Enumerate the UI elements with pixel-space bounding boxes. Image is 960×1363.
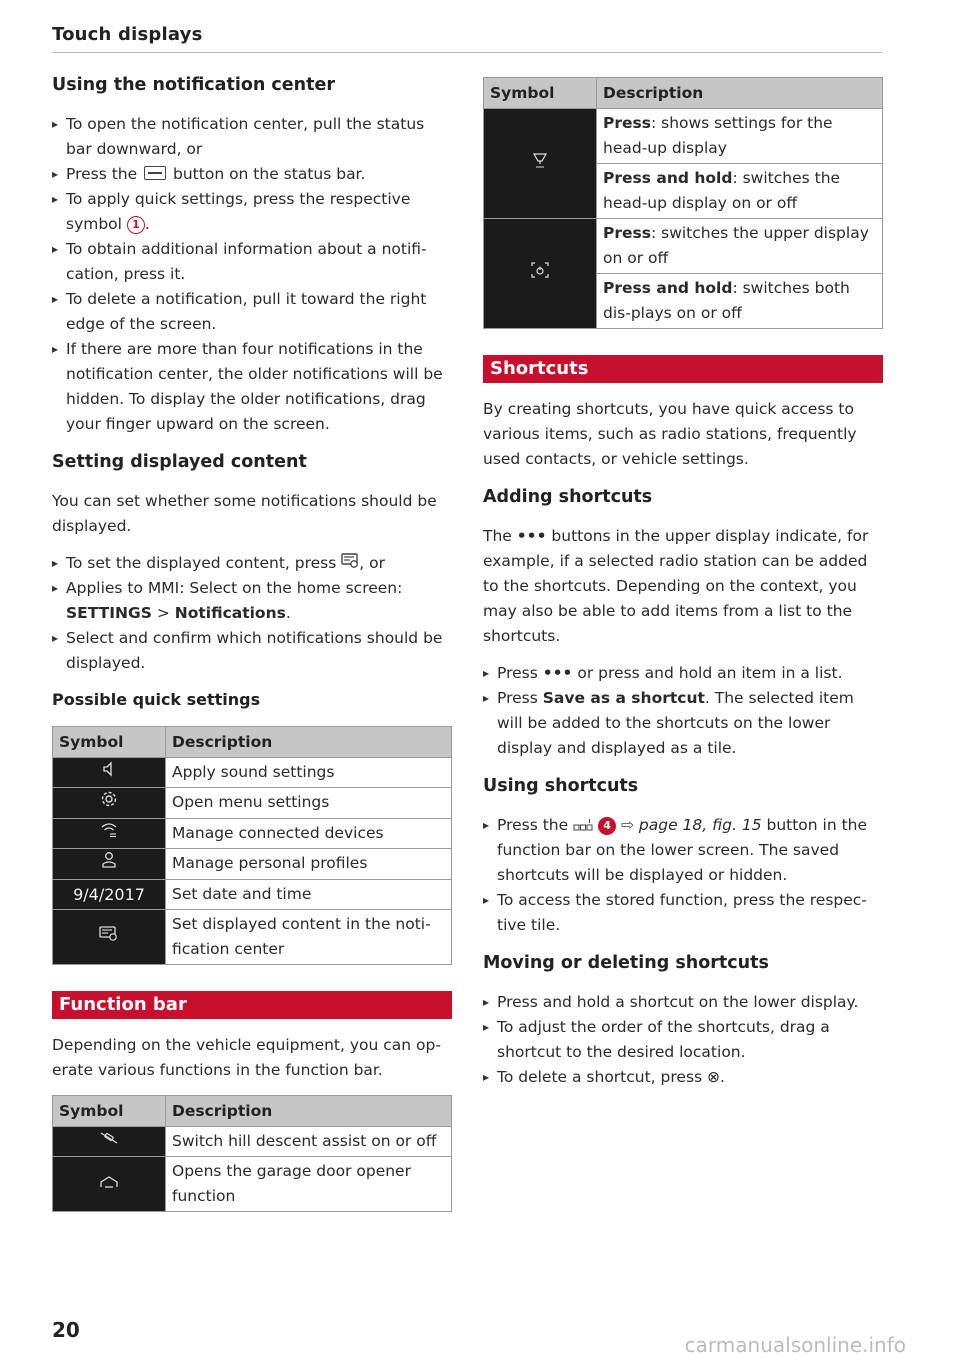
display-controls-table [483, 77, 883, 329]
displayed-content-steps [52, 551, 452, 676]
more-dots-icon: ••• [542, 664, 573, 682]
shortcuts-icon [573, 819, 593, 834]
delete-circle-icon: ⊗ [707, 1068, 721, 1086]
list-item: ▸ To delete a notification, pull it toward the right edge of the screen. [52, 287, 452, 337]
table-cell: Open menu settings [166, 788, 452, 819]
list-item: ▸ To open the notification center, pull the status bar downward, or [52, 112, 452, 162]
adding-shortcuts-heading: Adding shortcuts [483, 487, 653, 507]
table-row [53, 880, 452, 910]
list-item: ▸ Press ••• or press and hold an item in a list. [483, 661, 883, 686]
table-row [484, 219, 883, 274]
table-row [53, 1157, 452, 1212]
quick-settings-table [52, 726, 452, 965]
displayed-content-heading: Setting displayed content [52, 452, 307, 472]
using-shortcuts-heading: Using shortcuts [483, 776, 639, 796]
quick-settings-heading: Possible quick settings [52, 690, 261, 709]
table-header-description: Description [166, 727, 452, 758]
adding-shortcuts-text: The ••• buttons in the upper display indicate, for example, if a selected radio station can be added to the shortcuts. Depending on the context, you may also be able to add items from a list to the shortcuts. [483, 527, 869, 645]
list-item: ▸ Press Save as a shortcut. The selected item will be added to the shortcuts on the lower display and displayed as a tile. [483, 686, 883, 761]
shortcuts-intro: By creating shortcuts, you have quick access to various items, such as radio stations, frequently used contacts, or vehicle settings. [483, 400, 857, 468]
wifi-devices-icon [53, 819, 166, 849]
shortcuts-banner: Shortcuts [483, 355, 883, 383]
table-cell: Set date and time [166, 880, 452, 910]
list-item: ▸ Press and hold a shortcut on the lower display. [483, 990, 883, 1015]
section-title: Touch displays [52, 24, 203, 45]
using-shortcuts-steps [483, 813, 883, 938]
notification-steps [52, 112, 452, 437]
hill-descent-icon [53, 1127, 166, 1157]
page-header [52, 24, 882, 53]
list-item: ▸ To apply quick settings, press the respective symbol 1 . [52, 187, 452, 237]
table-cell: Press: shows settings for the head-up display [597, 109, 883, 164]
list-item: ▸ If there are more than four notifications in the notification center, the older notifications will be hidden. To display the older notifications, drag your finger upward on the screen. [52, 337, 452, 437]
table-row [53, 910, 452, 965]
page-reference-link[interactable]: page 18, fig. 15 [638, 816, 762, 834]
list-item: ▸ Press the 4 ⇨ page 18, fig. 15 button in the function bar on the lower screen. The saved shortcuts will be displayed or hidden. [483, 813, 883, 888]
function-bar-banner: Function bar [52, 991, 452, 1019]
table-header-symbol: Symbol [53, 1096, 166, 1127]
table-cell: Switch hill descent assist on or off [166, 1127, 452, 1157]
list-item: ▸ To adjust the order of the shortcuts, drag a shortcut to the desired location. [483, 1015, 883, 1065]
table-row [53, 819, 452, 849]
table-cell: Press: switches the upper display on or off [597, 219, 883, 274]
head-up-display-icon [484, 109, 597, 219]
adding-shortcuts-steps [483, 661, 883, 761]
list-item: ▸ Applies to MMI: Select on the home screen: SETTINGS > Notifications. [52, 576, 452, 626]
function-bar-intro: Depending on the vehicle equipment, you can op-erate various functions in the function bar. [52, 1036, 441, 1079]
list-item: ▸ To delete a shortcut, press ⊗. [483, 1065, 883, 1090]
list-item: ▸ To access the stored function, press the respec-tive tile. [483, 888, 883, 938]
moving-shortcuts-heading: Moving or deleting shortcuts [483, 953, 769, 973]
more-dots-icon: ••• [516, 527, 547, 545]
table-cell: Manage connected devices [166, 819, 452, 849]
displayed-content-intro: You can set whether some notifications should be displayed. [52, 492, 437, 535]
display-settings-icon [341, 553, 359, 572]
table-row [53, 849, 452, 880]
table-cell: Press and hold: switches both dis-plays on or off [597, 274, 883, 329]
gear-icon [53, 788, 166, 819]
table-row [53, 1127, 452, 1157]
table-header-description: Description [166, 1096, 452, 1127]
speaker-icon [53, 758, 166, 788]
notification-center-heading: Using the notification center [52, 75, 335, 95]
watermark: carmanualsonline.info [684, 1333, 906, 1357]
list-item: ▸ To obtain additional information about a notifi-cation, press it. [52, 237, 452, 287]
date-symbol: 9/4/2017 [53, 880, 166, 910]
table-cell: Apply sound settings [166, 758, 452, 788]
table-header-symbol: Symbol [53, 727, 166, 758]
table-row [53, 758, 452, 788]
table-row [484, 109, 883, 164]
table-cell: Set displayed content in the noti-fication center [166, 910, 452, 965]
table-header-symbol: Symbol [484, 78, 597, 109]
notification-button-icon [144, 166, 166, 180]
display-settings-icon [53, 910, 166, 965]
reference-arrow-icon: ⇨ [620, 816, 634, 834]
left-column [52, 72, 452, 1238]
table-cell: Press and hold: switches the head-up display on or off [597, 164, 883, 219]
right-column [483, 77, 883, 1102]
display-power-icon [484, 219, 597, 329]
moving-shortcuts-steps [483, 990, 883, 1090]
table-row [53, 788, 452, 819]
callout-marker: 4 [598, 817, 616, 835]
table-cell: Manage personal profiles [166, 849, 452, 880]
table-cell: Opens the garage door opener function [166, 1157, 452, 1212]
page-number: 20 [52, 1318, 80, 1342]
person-icon [53, 849, 166, 880]
function-bar-table [52, 1095, 452, 1212]
garage-icon [53, 1157, 166, 1212]
list-item: ▸ Press the button on the status bar. [52, 162, 452, 187]
list-item: ▸ To set the displayed content, press , or [52, 551, 452, 576]
callout-marker: 1 [127, 216, 145, 234]
table-header-description: Description [597, 78, 883, 109]
list-item: ▸ Select and confirm which notifications should be displayed. [52, 626, 452, 676]
